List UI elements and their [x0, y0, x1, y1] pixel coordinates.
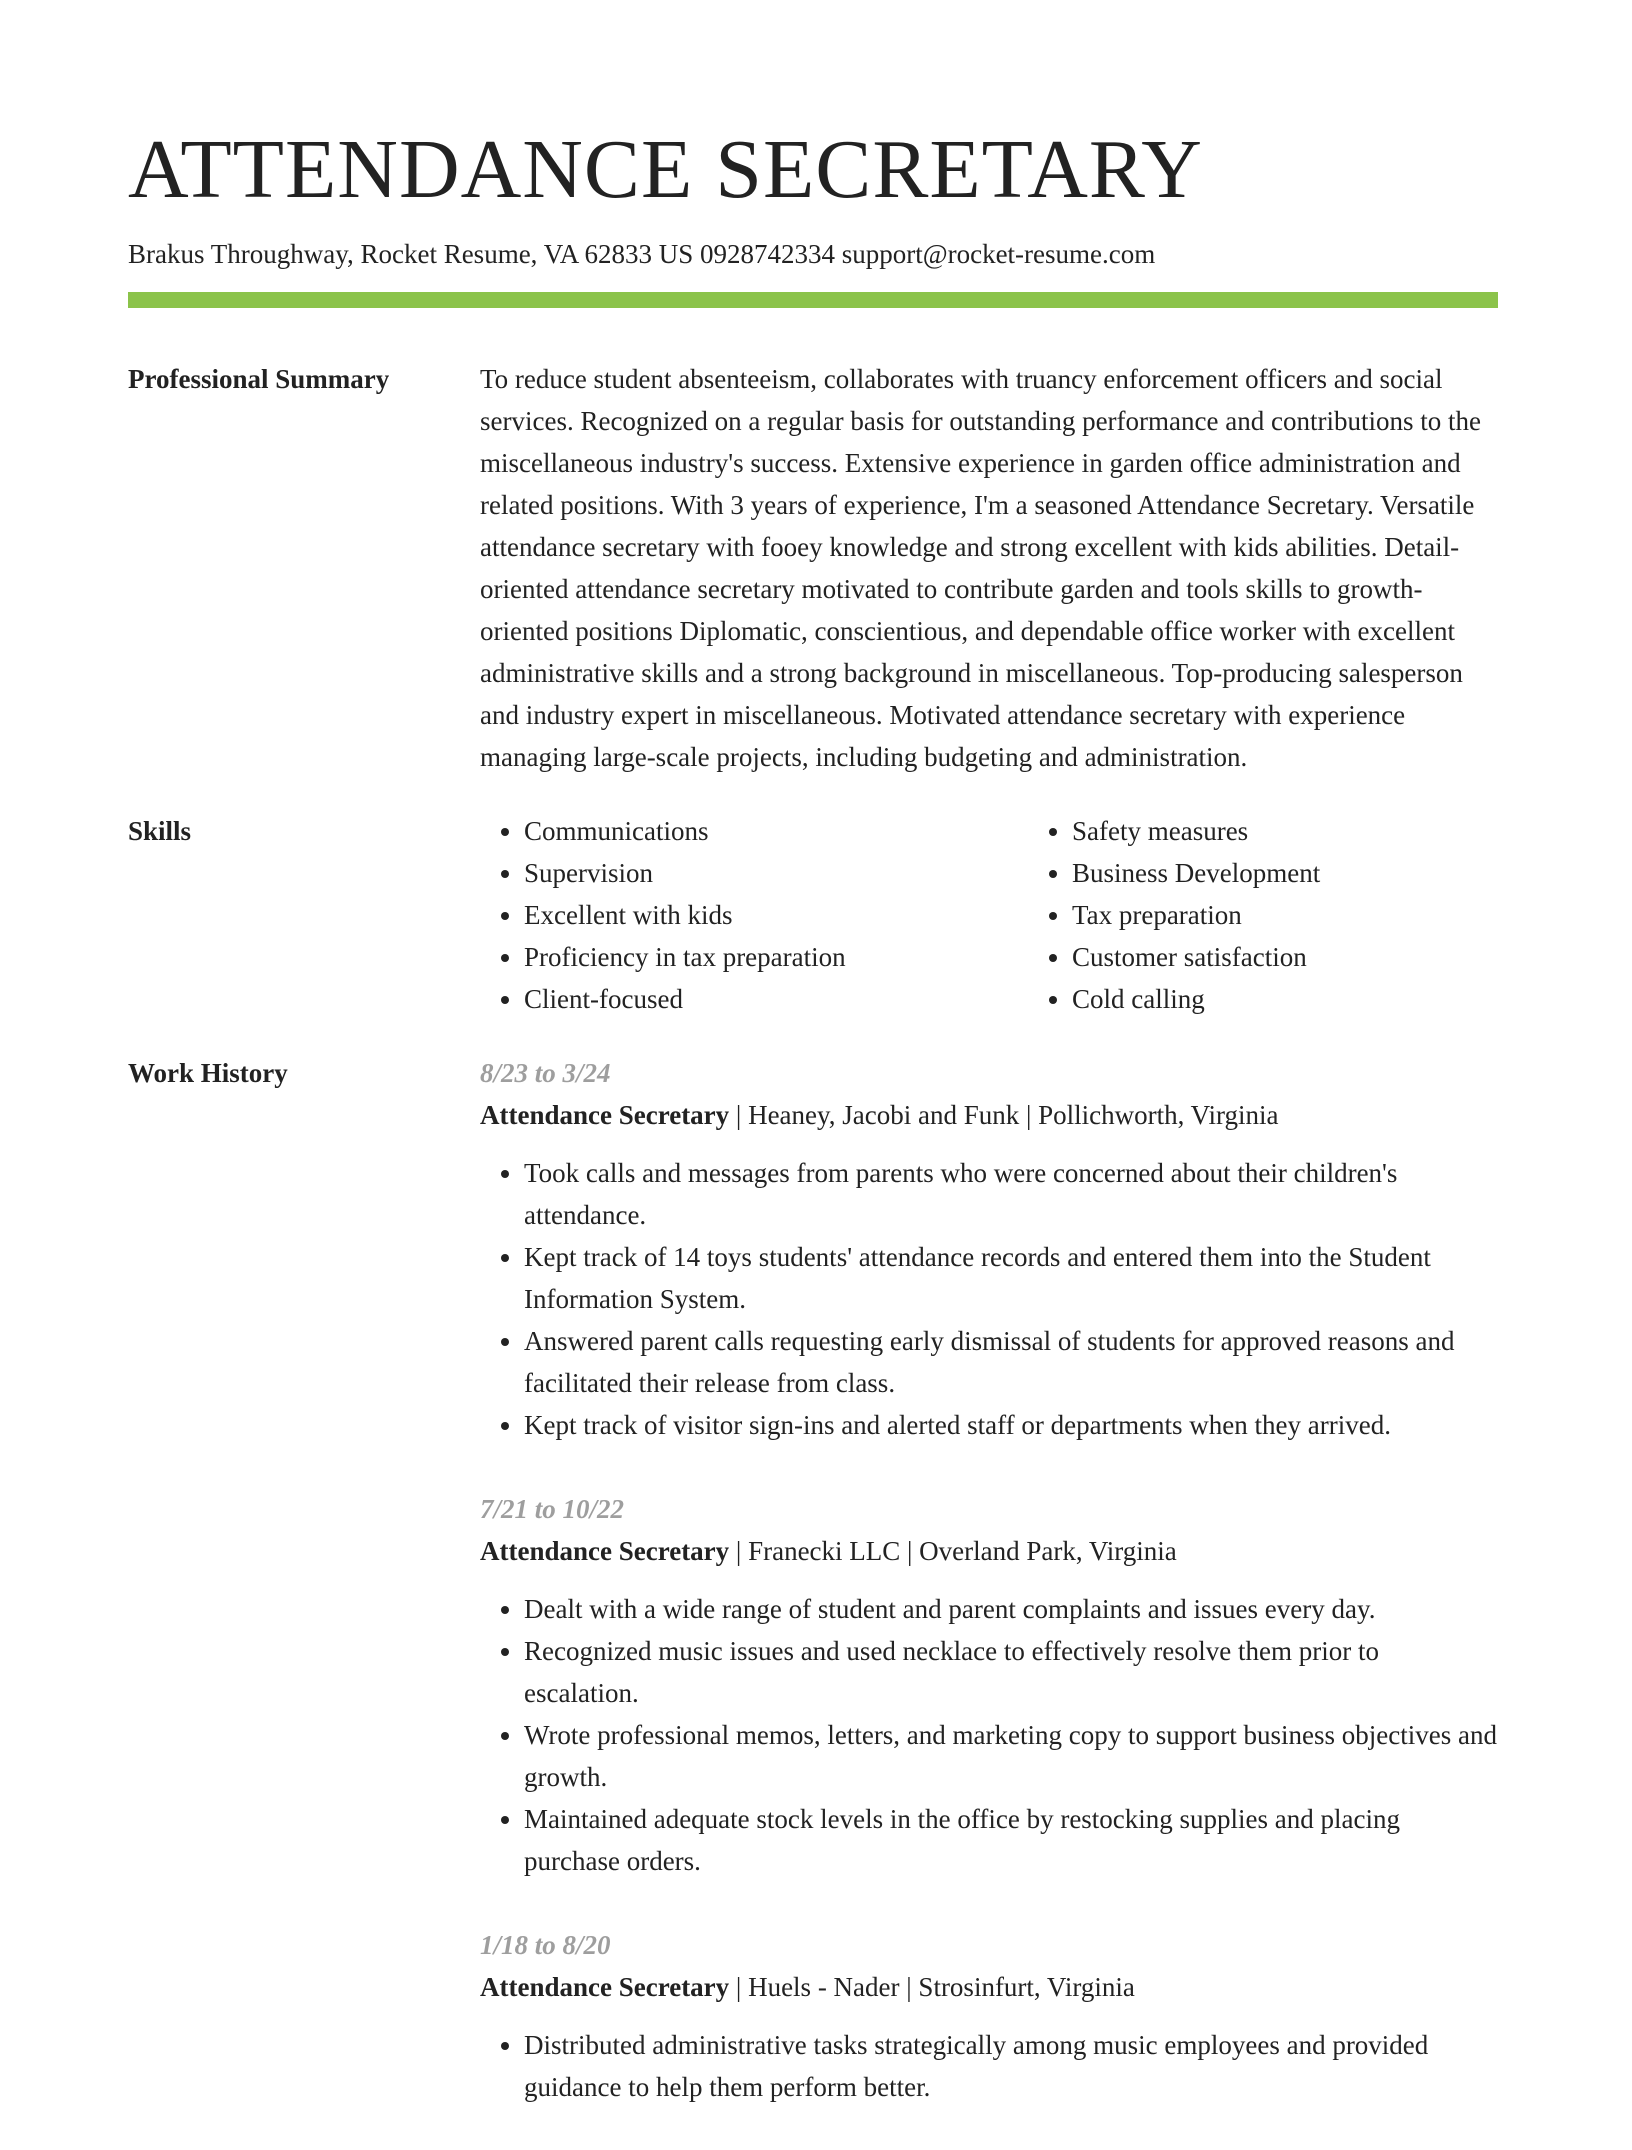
- job-title: Attendance Secretary: [480, 1536, 730, 1566]
- summary-text: To reduce student absenteeism, collaborates with truancy enforcement officers and social services. Recognized on a regular basis for outstanding performance and contributions to the miscellaneous industry's success. Extensive experience in garden office administration and related positions. With 3 years of experience, I'm a seasoned Attendance Secretary. Versatile attendance secretary with fooey knowledge and strong excellent with kids abilities. Detail-oriented attendance secretary motivated to contribute garden and tools skills to growth-oriented positions Diplomatic, conscientious, and dependable office worker with excellent administrative skills and a strong background in miscellaneous. Top-producing salesperson and industry expert in miscellaneous. Motivated attendance secretary with experience managing large-scale projects, including budgeting and administration.: [480, 364, 1481, 772]
- summary-heading: Professional Summary: [128, 364, 390, 394]
- job-bullets: [480, 1588, 1498, 1882]
- job-dates: 7/21 to 10/22: [480, 1494, 625, 1524]
- job-bullet: • Recognized music issues and used necklace to effectively resolve them prior to escalation.: [524, 1630, 1498, 1714]
- job-bullet: • Distributed administrative tasks strategically among music employees and provided guidance to help them perform better.: [524, 2024, 1498, 2108]
- job-bullets: [480, 2024, 1498, 2108]
- job-bullet: • Took calls and messages from parents who were concerned about their children's attendance.: [524, 1152, 1498, 1236]
- job-title-line: [480, 1094, 1498, 1136]
- skill-item: • Cold calling: [1072, 978, 1576, 1020]
- skill-item: • Excellent with kids: [524, 894, 1028, 936]
- work-history-section: [128, 1052, 1498, 2150]
- skills-list-right: [1028, 810, 1576, 1020]
- summary-section: [128, 358, 1498, 778]
- job-details: | Franecki LLC | Overland Park, Virginia: [729, 1536, 1177, 1566]
- contact-line: Brakus Throughway, Rocket Resume, VA 62833 US 0928742334 support@rocket-resume.com: [128, 239, 1156, 269]
- candidate-name: ATTENDANCE SECRETARY: [128, 123, 1203, 216]
- job-bullets: [480, 1152, 1498, 1446]
- skill-item: • Safety measures: [1072, 810, 1576, 852]
- job-details: | Heaney, Jacobi and Funk | Pollichworth, Virginia: [729, 1100, 1279, 1130]
- job-entry: [480, 1924, 1498, 2108]
- skill-item: • Supervision: [524, 852, 1028, 894]
- job-bullet: • Dealt with a wide range of student and parent complaints and issues every day.: [524, 1588, 1498, 1630]
- skill-item: • Client-focused: [524, 978, 1028, 1020]
- skill-item: • Tax preparation: [1072, 894, 1576, 936]
- job-dates: 8/23 to 3/24: [480, 1058, 611, 1088]
- job-bullet: • Maintained adequate stock levels in the office by restocking supplies and placing purchase orders.: [524, 1798, 1498, 1882]
- job-title: Attendance Secretary: [480, 1972, 730, 2002]
- job-bullet: • Kept track of 14 toys students' attendance records and entered them into the Student Information System.: [524, 1236, 1498, 1320]
- job-bullet: • Answered parent calls requesting early dismissal of students for approved reasons and facilitated their release from class.: [524, 1320, 1498, 1404]
- job-bullet: • Wrote professional memos, letters, and marketing copy to support business objectives and growth.: [524, 1714, 1498, 1798]
- job-title-line: [480, 1530, 1498, 1572]
- job-dates: 1/18 to 8/20: [480, 1930, 611, 1960]
- job-title: Attendance Secretary: [480, 1100, 730, 1130]
- skill-item: • Communications: [524, 810, 1028, 852]
- skill-item: • Proficiency in tax preparation: [524, 936, 1028, 978]
- job-entry: [480, 1052, 1498, 1446]
- skills-heading: Skills: [128, 816, 192, 846]
- accent-divider: [128, 292, 1498, 308]
- skill-item: • Customer satisfaction: [1072, 936, 1576, 978]
- work-history-heading: Work History: [128, 1058, 288, 1088]
- skills-section: [128, 810, 1498, 1020]
- job-details: | Huels - Nader | Strosinfurt, Virginia: [729, 1972, 1135, 2002]
- skills-list-left: [480, 810, 1028, 1020]
- skill-item: • Business Development: [1072, 852, 1576, 894]
- job-bullet: • Kept track of visitor sign-ins and alerted staff or departments when they arrived.: [524, 1404, 1498, 1446]
- job-entry: [480, 1488, 1498, 1882]
- job-title-line: [480, 1966, 1498, 2008]
